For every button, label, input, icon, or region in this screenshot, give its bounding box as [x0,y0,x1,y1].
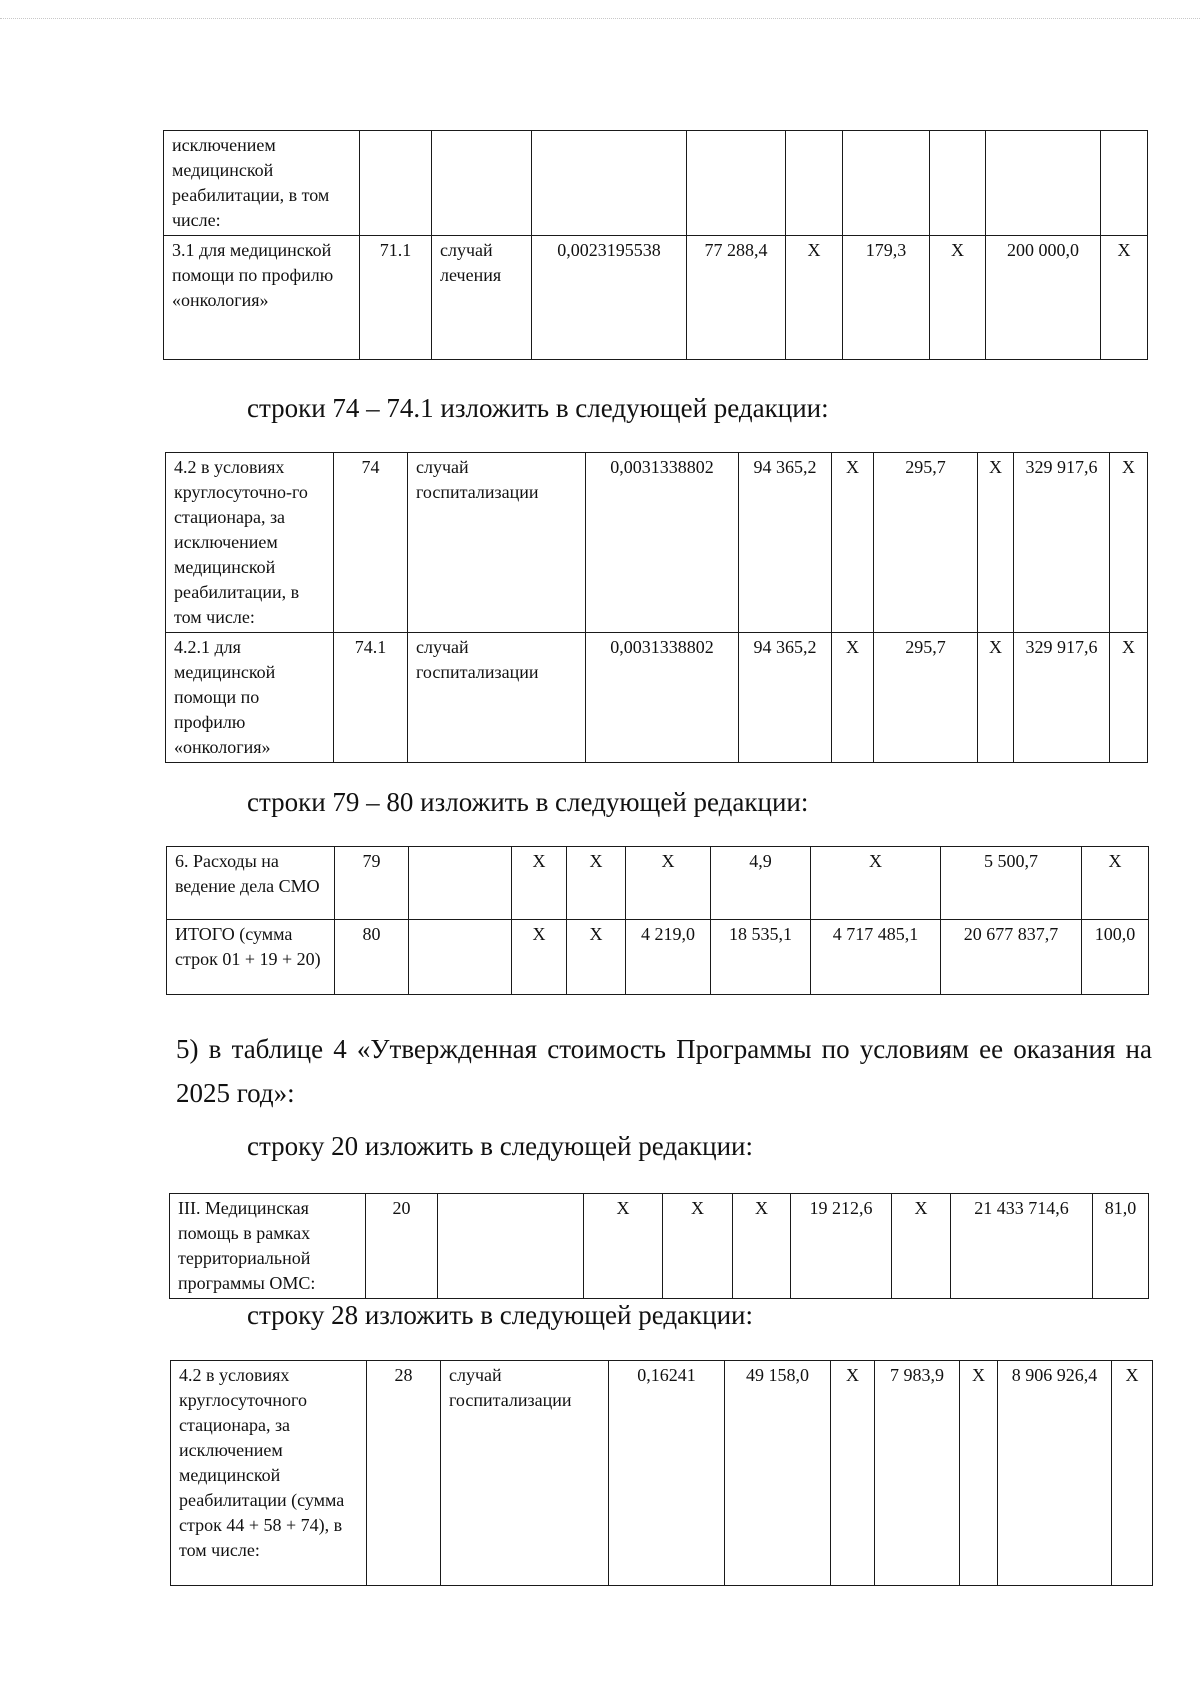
table-row [167,847,1149,920]
heading-row-20: строку 20 изложить в следующей редакции: [247,1131,754,1161]
heading-rows-74: строки 74 – 74.1 изложить в следующей редакции: [247,393,829,423]
cell-value: X [512,920,567,995]
cell-value: X [567,920,626,995]
cell-value [986,131,1101,236]
table-row [166,453,1148,633]
cell-value [687,131,786,236]
cell-value: X [1101,236,1148,360]
cell-value [786,131,843,236]
cell-value: X [978,453,1014,633]
cell-unit [409,920,512,995]
table-row-28-block [170,1360,1153,1586]
cell-unit [409,847,512,920]
cell-value: 4 717 485,1 [811,920,941,995]
cell-value: 100,0 [1082,920,1149,995]
cell-name: 3.1 для медицинской помощи по профилю «онкология» [164,236,360,360]
cell-value [843,131,930,236]
table-row [164,131,1148,236]
cell-value: 19 212,6 [791,1194,892,1299]
scan-top-edge [0,18,1200,19]
cell-name: ИТОГО (сумма строк 01 + 19 + 20) [167,920,335,995]
table-rows-79-block [166,846,1149,995]
cell-name: 6. Расходы на ведение дела СМО [167,847,335,920]
cell-value: 0,0031338802 [586,453,739,633]
cell-value: 0,16241 [609,1361,725,1586]
cell-value: 21 433 714,6 [951,1194,1093,1299]
cell-value: 77 288,4 [687,236,786,360]
cell-unit: случай госпитализации [408,453,586,633]
table-row-71-1-block [163,130,1148,360]
cell-name: 4.2 в условиях круглосуточно-го стационара, за исключением медицинской реабилитации, в том числе: [166,453,334,633]
cell-value: X [930,236,986,360]
cell-value: X [978,633,1014,763]
cell-row-number [360,131,432,236]
cell-value: 94 365,2 [739,453,832,633]
cell-value: X [831,1361,875,1586]
cell-value: X [1110,633,1148,763]
cell-row-number: 79 [335,847,409,920]
cell-value: X [892,1194,951,1299]
cell-value: X [626,847,711,920]
cell-value: X [584,1194,663,1299]
paragraph-table-4: 5) в таблице 4 «Утвержденная стоимость Программы по условиям ее оказания на 2025 год»: [176,1034,1152,1108]
cell-value: 200 000,0 [986,236,1101,360]
cell-value: X [832,633,874,763]
cell-row-number: 71.1 [360,236,432,360]
cell-value: 49 158,0 [725,1361,831,1586]
heading-rows-79: строки 79 – 80 изложить в следующей редакции: [247,787,809,817]
table-row-28 [170,1360,1153,1586]
cell-value: X [960,1361,998,1586]
cell-value: X [733,1194,791,1299]
cell-value: X [512,847,567,920]
cell-value: X [832,453,874,633]
cell-unit [432,131,532,236]
table-row-20-block [169,1193,1149,1299]
cell-unit [438,1194,584,1299]
cell-value: 18 535,1 [711,920,811,995]
cell-value: 179,3 [843,236,930,360]
cell-value: 329 917,6 [1014,453,1110,633]
table-row [170,1194,1149,1299]
cell-value [1101,131,1148,236]
table-row-71-1 [163,130,1148,360]
cell-value [532,131,687,236]
table-rows-74-block [165,452,1148,763]
cell-value: 0,0031338802 [586,633,739,763]
cell-name: 4.2 в условиях круглосуточного стационара, за исключением медицинской реабилитации (сумма строк 44 + 58 + 74), в том числе: [171,1361,367,1586]
table-row [164,236,1148,360]
cell-name: III. Медицинская помощь в рамках территориальной программы ОМС: [170,1194,366,1299]
cell-unit: случай лечения [432,236,532,360]
cell-row-number: 28 [367,1361,441,1586]
cell-value: 94 365,2 [739,633,832,763]
cell-value: 81,0 [1093,1194,1149,1299]
cell-value: X [567,847,626,920]
table-rows-79 [166,846,1149,995]
cell-row-number: 74.1 [334,633,408,763]
cell-value: X [811,847,941,920]
cell-value: 7 983,9 [875,1361,960,1586]
cell-value: 295,7 [874,633,978,763]
table-row [166,633,1148,763]
cell-value: X [1110,453,1148,633]
heading-row-28: строку 28 изложить в следующей редакции: [247,1300,754,1330]
table-rows-74 [165,452,1148,763]
cell-value: 5 500,7 [941,847,1082,920]
cell-value: 4,9 [711,847,811,920]
cell-value: X [1112,1361,1153,1586]
cell-value: X [1082,847,1149,920]
cell-name: исключением медицинской реабилитации, в том числе: [164,131,360,236]
cell-value: X [786,236,843,360]
cell-value: 329 917,6 [1014,633,1110,763]
cell-value: 0,0023195538 [532,236,687,360]
cell-row-number: 74 [334,453,408,633]
cell-unit: случай госпитализации [408,633,586,763]
cell-value: 295,7 [874,453,978,633]
cell-name: 4.2.1 для медицинской помощи по профилю «онкология» [166,633,334,763]
cell-value [930,131,986,236]
cell-value: X [663,1194,733,1299]
table-row [171,1361,1153,1586]
cell-unit: случай госпитализации [441,1361,609,1586]
cell-row-number: 80 [335,920,409,995]
cell-value: 4 219,0 [626,920,711,995]
cell-value: 20 677 837,7 [941,920,1082,995]
cell-row-number: 20 [366,1194,438,1299]
table-row [167,920,1149,995]
table-row-20 [169,1193,1149,1299]
cell-value: 8 906 926,4 [998,1361,1112,1586]
